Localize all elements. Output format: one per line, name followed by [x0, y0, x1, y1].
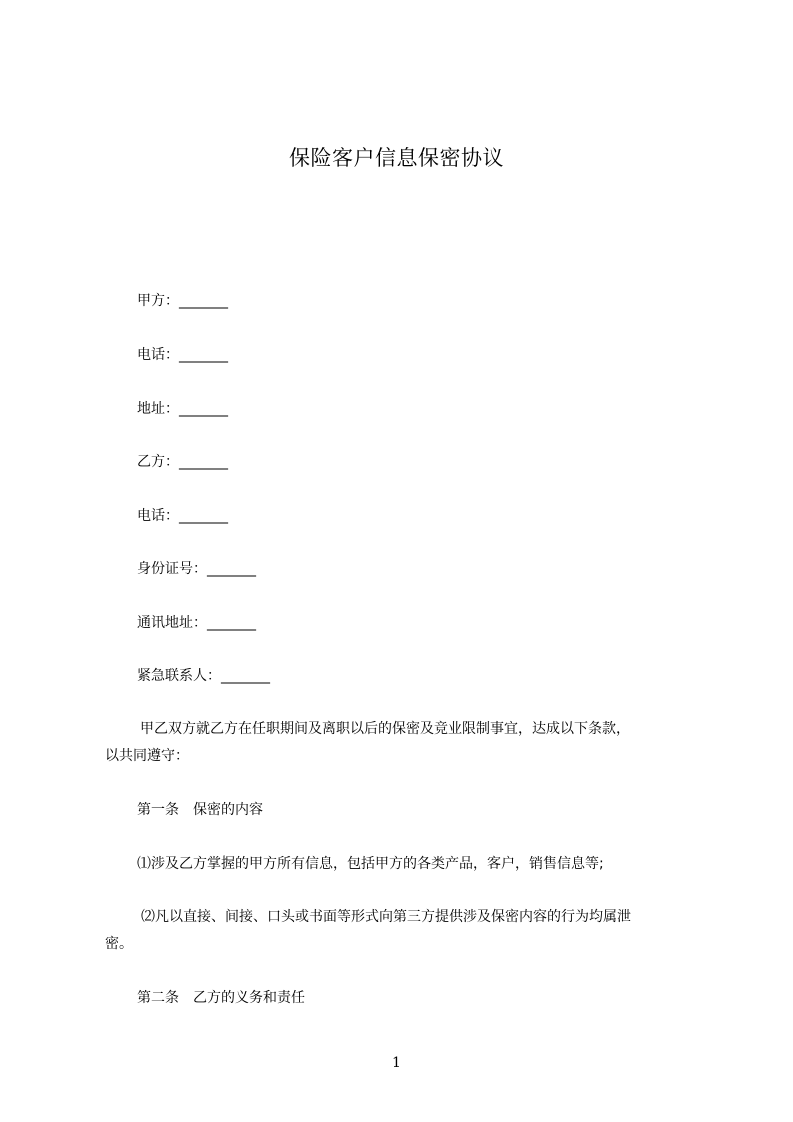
article-1-item-2-line-1: ⑵凡以直接、间接、口头或书面等形式向第三方提供涉及保密内容的行为均属泄: [141, 909, 631, 925]
party-a-field: [137, 292, 228, 310]
id-number-field: [137, 560, 256, 578]
field-blank: _______: [207, 615, 256, 631]
article-1-title: 第一条 保密的内容: [137, 802, 263, 818]
field-blank: _______: [179, 401, 228, 417]
field-label: 甲方：: [137, 293, 179, 309]
page-number: 1: [392, 1055, 401, 1071]
field-blank: _______: [179, 347, 228, 363]
emergency-contact-field: [137, 667, 270, 685]
field-label: 身份证号：: [137, 561, 207, 577]
party-b-phone-field: [137, 507, 228, 525]
field-blank: _______: [221, 668, 270, 684]
field-label: 地址：: [137, 401, 179, 417]
field-label: 电话：: [137, 347, 179, 363]
article-2-title: 第二条 乙方的义务和责任: [137, 990, 305, 1006]
intro-line-1: 甲乙双方就乙方在任职期间及离职以后的保密及竞业限制事宜，达成以下条款，: [140, 721, 630, 737]
party-a-address-field: [137, 400, 228, 418]
field-blank: _______: [207, 561, 256, 577]
field-blank: _______: [179, 508, 228, 524]
field-label: 电话：: [137, 508, 179, 524]
mailing-address-field: [137, 614, 256, 632]
document-title: 保险客户信息保密协议: [289, 146, 504, 170]
party-b-field: [137, 453, 228, 471]
field-label: 紧急联系人：: [137, 668, 221, 684]
party-a-phone-field: [137, 346, 228, 364]
article-1-item-2-line-2: 密。: [105, 936, 133, 952]
article-1-item-1: ⑴涉及乙方掌握的甲方所有信息，包括甲方的各类产品，客户，销售信息等;: [137, 856, 604, 872]
field-label: 乙方：: [137, 454, 179, 470]
intro-line-2: 以共同遵守：: [105, 748, 189, 764]
field-blank: _______: [179, 293, 228, 309]
field-blank: _______: [179, 454, 228, 470]
field-label: 通讯地址：: [137, 615, 207, 631]
